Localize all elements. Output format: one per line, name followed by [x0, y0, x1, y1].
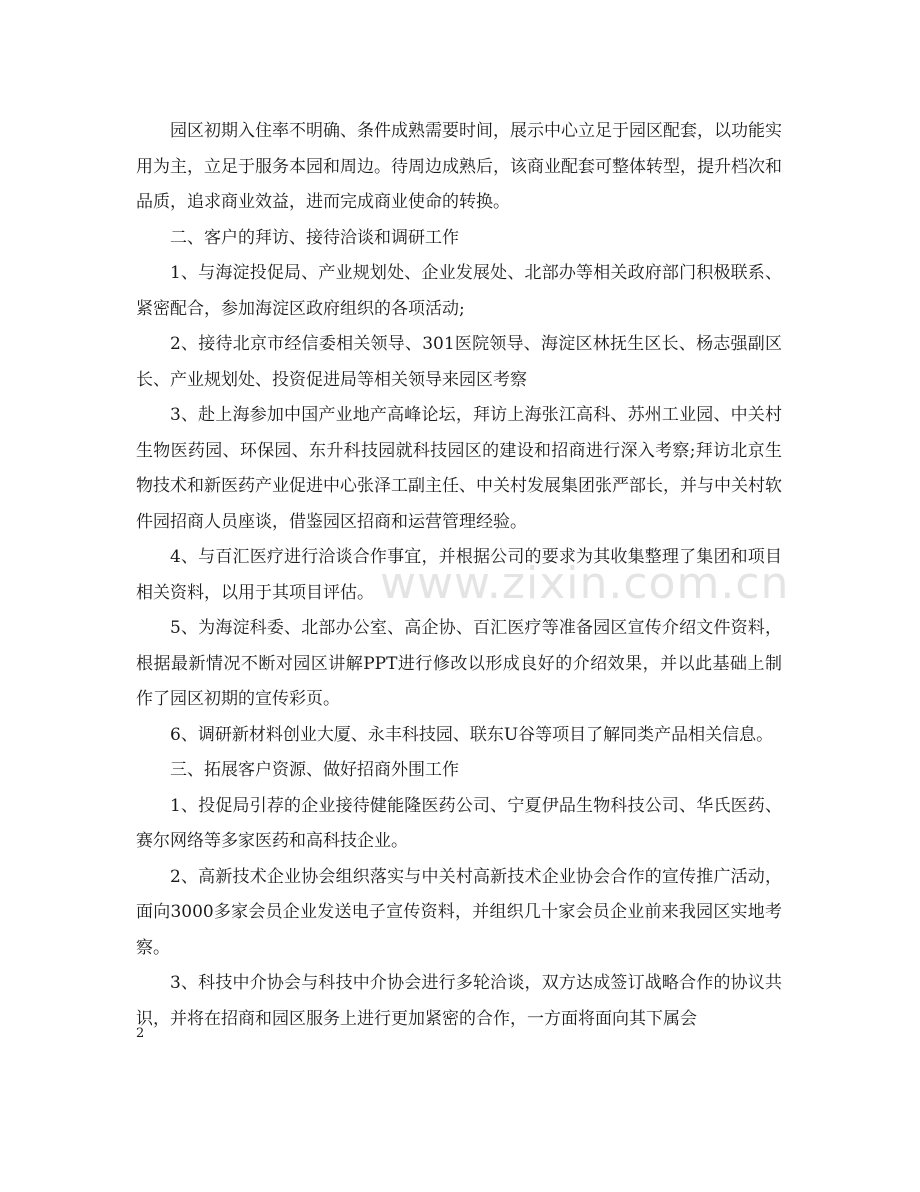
paragraph: 园区初期入住率不明确、条件成熟需要时间，展示中心立足于园区配套，以功能实用为主，立足于服务本园和周边。待周边成熟后，该商业配套可整体转型，提升档次和品质，追求商业效益，进而完成商业使命的转换。	[136, 121, 782, 212]
paragraph: 1、投促局引荐的企业接待健能隆医药公司、宁夏伊品生物科技公司、华氏医药、赛尔网络等多家医药和高科技企业。	[136, 795, 782, 851]
paragraph: 3、科技中介协会与科技中介协会进行多轮洽谈，双方达成签订战略合作的协议共识，并将在招商和园区服务上进行更加紧密的合作，一方面将面向其下属会	[136, 973, 782, 1029]
section-heading: 二、客户的拜访、接待洽谈和调研工作	[170, 227, 459, 248]
paragraph: 6、调研新材料创业大厦、永丰科技园、联东U谷等项目了解同类产品相关信息。	[170, 724, 774, 745]
page-number: 2	[136, 1026, 145, 1041]
watermark: www.zixin.com.cn	[380, 558, 790, 609]
paragraph: 4、与百汇医疗进行洽谈合作事宜，并根据公司的要求为其收集整理了集团和项目相关资料，以用于其项目评估。	[136, 547, 782, 603]
paragraph: 3、赴上海参加中国产业地产高峰论坛，拜访上海张江高科、苏州工业园、中关村生物医药园、环保园、东升科技园就科技园区的建设和招商进行深入考察;拜访北京生物技术和新医药产业促进中心张泽工副主任、中关村发展集团张严部长，并与中关村软件园招商人员座谈，借鉴园区招商和运营管理经验。	[136, 405, 782, 532]
paragraph: 1、与海淀投促局、产业规划处、企业发展处、北部办等相关政府部门积极联系、紧密配合，参加海淀区政府组织的各项活动;	[136, 263, 782, 319]
paragraph: 2、高新技术企业协会组织落实与中关村高新技术企业协会合作的宣传推广活动，面向3000多家会员企业发送电子宣传资料，并组织几十家会员企业前来我园区实地考察。	[136, 866, 782, 958]
paragraph: 5、为海淀科委、北部办公室、高企协、百汇医疗等准备园区宣传介绍文件资料，根据最新情况不断对园区讲解PPT进行修改以形成良好的介绍效果，并以此基础上制作了园区初期的宣传彩页。	[136, 618, 782, 709]
paragraph: 2、接待北京市经信委相关领导、301医院领导、海淀区林抚生区长、杨志强副区长、产业规划处、投资促进局等相关领导来园区考察	[136, 334, 782, 390]
section-heading: 三、拓展客户资源、做好招商外围工作	[170, 760, 459, 780]
document-body	[136, 114, 782, 1037]
